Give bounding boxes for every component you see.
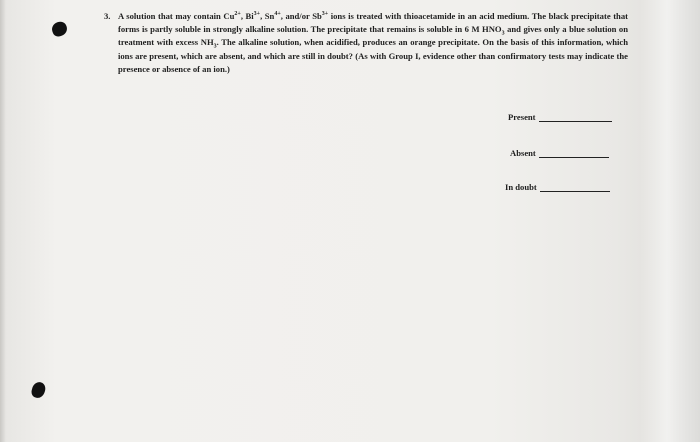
question-text-3: . The alkaline solution, when acidified, produces an orange precipitate. On the basis of this information, which ions are present, which are absent, and which are still in doubt? (As with Group I, evidence other than confirmatory tests may indicate the presence or absence of an ion.) xyxy=(118,37,629,74)
in-doubt-label: In doubt xyxy=(505,182,537,192)
ion-sb: $Sb^{3+}$ xyxy=(312,11,329,21)
present-label: Present xyxy=(508,112,536,122)
absent-row xyxy=(510,148,609,158)
binder-hole-top xyxy=(50,20,69,38)
absent-blank[interactable] xyxy=(539,148,609,158)
question-text-2: and gives only a blue solution on treatment with excess NH xyxy=(118,24,628,48)
ion-sn: $Sn^{4+}$, and/or xyxy=(264,11,313,21)
page-edge xyxy=(0,0,6,442)
absent-label: Absent xyxy=(510,148,536,158)
question-intro: A solution that may contain xyxy=(118,11,224,21)
question-number: 3. xyxy=(104,11,111,21)
binder-hole-bottom xyxy=(30,381,47,400)
question-text-1: ions is treated with thioacetamide in an acid medium. The black precipitate that forms is partly soluble in strongly alkaline solution. The precipitate that remains is soluble in 6 M HNO xyxy=(118,11,628,35)
nh3-subscript: 3 xyxy=(213,44,217,51)
present-row xyxy=(508,112,612,122)
hno3-subscript: 3 xyxy=(501,30,505,37)
page-shadow xyxy=(640,0,700,442)
in-doubt-blank[interactable] xyxy=(540,182,610,192)
question-3 xyxy=(104,10,629,76)
present-blank[interactable] xyxy=(539,112,612,122)
in-doubt-row xyxy=(505,182,610,192)
ion-bi: $Bi^{3+}$, xyxy=(245,11,265,21)
ion-cu: $Cu^{2+}$, xyxy=(223,11,246,21)
